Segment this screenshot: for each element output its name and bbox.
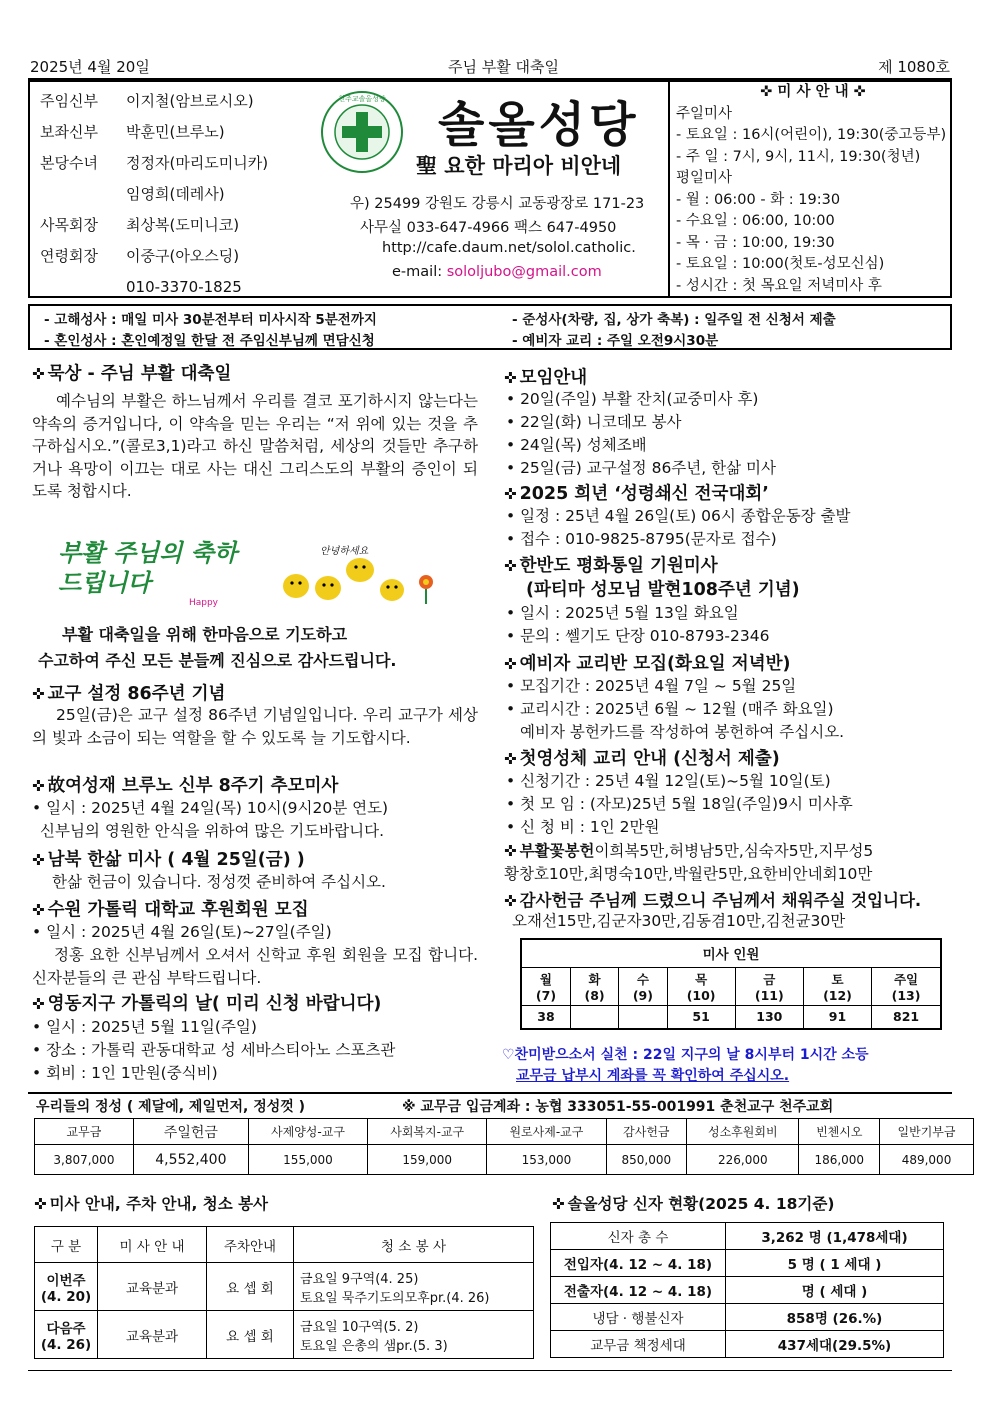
attendance-count: 821	[872, 1005, 941, 1029]
donation-header: 일반기부금	[880, 1119, 974, 1145]
member-value: 858명 (26.%)	[726, 1304, 944, 1331]
day-label: 토	[831, 971, 844, 987]
chicks-icon	[276, 552, 446, 606]
suwon-date: • 일시 : 2025년 4월 26일(토)~27일(주일)	[32, 923, 332, 941]
mass-schedule-title: ✜ 미 사 안 내 ✜	[760, 84, 866, 100]
communion-period: • 신청기간 : 25년 4월 12일(토)~5월 10일(토)	[506, 772, 831, 790]
day-label: 목	[695, 971, 708, 987]
account-notice: 교무금 납부시 계좌를 꼭 확인하여 주십시오.	[516, 1068, 790, 1084]
donation-header: 원로사제-교구	[487, 1119, 606, 1145]
cleaning-sat: 토요일 묵주기도의모후pr.(4. 26)	[300, 1290, 490, 1306]
service-parking: 요 셉 회	[207, 1263, 294, 1311]
service-cleaning	[294, 1263, 534, 1311]
suwon-title-text: 수원 가톨릭 대학교 후원회원 모집	[47, 900, 309, 920]
member-value: 3,262 명 (1,478세대)	[726, 1223, 944, 1250]
parish-seal-icon	[320, 90, 404, 174]
nk-title	[32, 846, 305, 871]
service-mass: 교육분과	[98, 1311, 207, 1359]
catechumen-class-title	[504, 650, 791, 675]
parish-name: 솔올성당	[438, 97, 640, 153]
flowers-line	[504, 840, 873, 863]
diocese-body: 25일(금)은 교구 설정 86주년 기념일입니다. 우리 교구가 세상의 빛과 소금이 되는 역할을 할 수 있도록 늘 기도합시다.	[32, 706, 478, 747]
weekday-mass-line: - 월 : 06:00 - 화 : 19:30	[676, 191, 841, 208]
flowers-title	[504, 842, 594, 860]
staff-name: 정정자(마리도미니카)	[126, 154, 269, 172]
donations-account: ※ 교무금 입금계좌 : 농협 333051-55-001991 춘천교구 천주교회	[402, 1099, 834, 1115]
meeting-item: • 22일(화) 니코데모 봉사	[506, 413, 682, 431]
marriage-info: - 혼인성사 : 혼인예정일 한달 전 주임신부님께 면담신청	[44, 333, 375, 349]
jubilee-title	[504, 480, 769, 505]
yeongdong-fee: • 회비 : 1인 1만원(중식비)	[32, 1064, 218, 1082]
confession-info: - 고해성사 : 매일 미사 30분전부터 미사시작 5분전까지	[44, 312, 377, 328]
chick-greeting: 안녕하세요	[320, 546, 369, 557]
meeting-item: • 24일(목) 성체조배	[506, 436, 647, 454]
yeongdong-title-text: 영동지구 가톨릭의 날( 미리 신청 바랍니다)	[47, 994, 382, 1014]
memorial-title	[32, 772, 338, 797]
donation-header: 빈첸시오	[799, 1119, 880, 1145]
meditation-title	[32, 360, 231, 385]
service-parking: 요 셉 회	[207, 1311, 294, 1359]
memorial-date: • 일시 : 2025년 4월 24일(목) 10시(9시20분 연도)	[32, 799, 389, 817]
attendance-day	[619, 967, 667, 1005]
donation-header: 주일헌금	[133, 1119, 248, 1145]
meetings-title-text: 모임안내	[519, 368, 588, 388]
staff-row	[40, 179, 310, 210]
communion-fee: • 신 청 비 : 1인 2만원	[506, 818, 660, 836]
parish-identity	[320, 82, 660, 296]
service-table	[34, 1226, 534, 1359]
donation-amount: 3,807,000	[35, 1145, 134, 1175]
parish-cafe-link[interactable]: http://cafe.daum.net/solol.catholic.	[382, 240, 636, 256]
diocese-title	[32, 680, 225, 705]
peace-date: • 일시 : 2025년 5월 13일 화요일	[506, 604, 739, 622]
staff-list	[40, 86, 310, 303]
staff-name: 최상복(도미니코)	[126, 216, 240, 234]
sacraments-box	[28, 304, 952, 350]
day-date: (9)	[632, 987, 653, 1003]
staff-name: 이지철(암브로시오)	[126, 92, 254, 110]
thanks-title	[504, 887, 921, 911]
donation-header: 성소후원회비	[687, 1119, 799, 1145]
staff-role: 사목회장	[40, 216, 98, 234]
donation-header: 감사헌금	[606, 1119, 687, 1145]
staff-row	[40, 148, 310, 179]
suwon-title	[32, 896, 309, 921]
service-week	[35, 1311, 98, 1359]
members-title	[552, 1192, 834, 1214]
meetings-title	[504, 364, 587, 389]
staff-role: 보좌신부	[40, 123, 98, 141]
service-header: 구 분	[35, 1227, 98, 1263]
peace-title	[504, 552, 718, 577]
donations-rule	[28, 1092, 952, 1094]
flowers-donors-2: 황창호10만,최명숙10만,박월란5만,요한비안네회10만	[504, 865, 873, 883]
service-row	[35, 1311, 534, 1359]
day-label: 주일	[893, 971, 919, 987]
nk-note: 한삶 헌금이 있습니다. 정성껏 준비하여 주십시오.	[52, 873, 386, 891]
attendance-day	[521, 967, 570, 1005]
service-title-text: 미사 안내, 주차 안내, 청소 봉사	[49, 1195, 269, 1213]
service-title	[34, 1192, 268, 1214]
cleaning-fri: 금요일 10구역(5. 2)	[300, 1319, 419, 1335]
sunday-mass-label: 주일미사	[676, 105, 733, 122]
attendance-count: 91	[803, 1005, 871, 1029]
earth-day-notice: ♡찬미받으소서 실천 : 22일 지구의 날 8시부터 1시간 소등	[502, 1047, 869, 1063]
parish-address: 우) 25499 강원도 강릉시 교동광장로 171-23	[350, 196, 645, 212]
donation-header: 교무금	[35, 1119, 134, 1145]
yeongdong-title	[32, 990, 381, 1015]
attendance-count: 130	[735, 1005, 803, 1029]
parish-email	[392, 264, 602, 280]
catechumen-note: 예비자 봉헌카드를 작성하여 봉헌하여 주십시오.	[520, 723, 845, 741]
left-column	[28, 360, 484, 1095]
right-column	[500, 360, 952, 1095]
donation-amount: 186,000	[799, 1145, 880, 1175]
donation-header: 사회복지-교구	[368, 1119, 487, 1145]
donation-amount: 489,000	[880, 1145, 974, 1175]
day-label: 월	[539, 971, 552, 987]
members-title-text: 솔올성당 신자 현황(2025 4. 18기준)	[567, 1195, 835, 1213]
suwon-body: 정홍 요한 신부님께서 오셔서 신학교 후원 회원을 모집 합니다. 신자분들의 큰 관심 부탁드립니다.	[32, 946, 478, 987]
staff-row	[40, 210, 310, 241]
mass-title-text: 미 사 안 내	[777, 84, 849, 100]
donation-amount: 153,000	[487, 1145, 606, 1175]
week-date: (4. 26)	[40, 1336, 92, 1353]
day-label: 금	[763, 971, 776, 987]
member-label: 냉담 · 행불신자	[551, 1304, 726, 1331]
diocese-title-text: 교구 설정 86주년 기념	[47, 684, 226, 704]
member-label: 신자 총 수	[551, 1223, 726, 1250]
week-date: (4. 20)	[40, 1288, 92, 1305]
donation-amount: 155,000	[248, 1145, 367, 1175]
staff-role: 본당수녀	[40, 154, 98, 172]
attendance-count	[570, 1005, 618, 1029]
communion-title-text: 첫영성체 교리 안내 (신청서 제출)	[519, 749, 780, 769]
chick-illustration	[276, 542, 446, 606]
member-value: 5 명 ( 1 세대 )	[726, 1250, 944, 1277]
staff-name: 박훈민(브루노)	[126, 123, 225, 141]
attendance-title: 미사 인원	[521, 939, 941, 967]
attendance-day	[667, 967, 735, 1005]
staff-row	[40, 117, 310, 148]
donation-header: 사제양성-교구	[248, 1119, 367, 1145]
yeongdong-date: • 일시 : 2025년 5월 11일(주일)	[32, 1018, 257, 1036]
svg-text:천주교솔올성당: 천주교솔올성당	[338, 95, 386, 103]
day-date: (10)	[686, 987, 716, 1003]
day-date: (12)	[823, 987, 852, 1003]
service-header: 주차안내	[207, 1227, 294, 1263]
footer-rule	[28, 1370, 952, 1371]
attendance-table	[520, 938, 942, 1030]
jubilee-contact: • 접수 : 010-9825-8795(문자로 접수)	[506, 530, 777, 548]
week-label: 이번주	[46, 1272, 86, 1289]
donations-table	[34, 1118, 974, 1175]
nk-title-text: 남북 한삶 미사 ( 4월 25일(금) )	[47, 850, 305, 870]
day-date: (13)	[891, 987, 921, 1003]
day-date: (8)	[584, 987, 605, 1003]
yeongdong-place: • 장소 : 가톨릭 관동대학교 성 세바스티아노 스포츠관	[32, 1041, 396, 1059]
greeting-line-2: 수고하여 주신 모든 분들께 진심으로 감사드립니다.	[38, 651, 397, 670]
easter-banner	[58, 538, 238, 606]
service-cleaning	[294, 1311, 534, 1359]
email-link[interactable]: sololjubo@gmail.com	[446, 264, 602, 280]
blessing-info: - 준성사(차량, 집, 상가 축복) : 일주일 전 신청서 제출	[512, 312, 836, 328]
masthead-box	[28, 80, 952, 298]
staff-row	[40, 86, 310, 117]
attendance-count	[619, 1005, 667, 1029]
donations-title: 우리들의 정성 ( 제달에, 제일먼저, 정성껏 )	[36, 1099, 306, 1115]
easter-banner-sub: Happy	[188, 598, 218, 608]
flowers-donors-1: 이희복5만,허병남5만,심숙자5만,지무성5	[594, 842, 874, 860]
staff-name: 임영희(데레사)	[126, 185, 225, 203]
week-label: 다음주	[46, 1320, 86, 1337]
meditation-title-text: 묵상 - 주님 부활 대축일	[47, 364, 232, 384]
greeting-line-1: 부활 대축일을 위해 한마음으로 기도하고	[62, 625, 348, 644]
sunday-mass-line: - 토요일 : 16시(어린이), 19:30(중고등부)	[676, 127, 947, 143]
parish-phone: 사무실 033-647-4966 팩스 647-4950	[360, 220, 617, 236]
weekday-mass-label: 평일미사	[676, 170, 733, 186]
donation-amount: 159,000	[368, 1145, 487, 1175]
weekday-mass-line: - 토요일 : 10:00(첫토-성모신심)	[676, 256, 885, 272]
flowers-title-text: 부활꽃봉헌	[519, 842, 595, 860]
member-label: 전입자(4. 12 ~ 4. 18)	[551, 1250, 726, 1277]
feast-title: 주님 부활 대축일	[448, 58, 559, 76]
bulletin-header	[30, 56, 950, 78]
attendance-day	[570, 967, 618, 1005]
member-label: 교무금 책정세대	[551, 1331, 726, 1358]
catechumen-class-title-text: 예비자 교리반 모집(화요일 저녁반)	[519, 654, 791, 674]
memorial-title-text: 故여성재 브루노 신부 8주기 추모미사	[47, 776, 339, 796]
attendance-day	[872, 967, 941, 1005]
catechumen-time: • 교리시간 : 2025년 6월 ~ 12월 (매주 화요일)	[506, 700, 834, 718]
peace-subtitle: (파티마 성모님 발현108주년 기념)	[526, 580, 800, 600]
attendance-day	[803, 967, 871, 1005]
peace-contact: • 문의 : 쎌기도 단장 010-8793-2346	[506, 627, 770, 645]
email-label: e-mail:	[392, 264, 443, 280]
member-value: 437세대(29.5%)	[726, 1331, 944, 1358]
catechumen-period: • 모집기간 : 2025년 4월 7일 ~ 5월 25일	[506, 677, 797, 695]
issue-date: 2025년 4월 20일	[30, 58, 150, 76]
easter-banner-text: 부활 주님의 축하드립니다	[58, 539, 237, 597]
communion-meeting: • 첫 모 임 : (자모)25년 5월 18일(주일)9시 미사후	[506, 795, 853, 813]
thanks-donors: 오재선15만,김군자30만,김동겸10만,김천균30만	[512, 912, 846, 930]
meeting-item: • 25일(금) 교구설정 86주년, 한삶 미사	[506, 459, 776, 477]
service-mass: 교육분과	[98, 1263, 207, 1311]
issue-number: 제 1080호	[878, 58, 950, 76]
service-week	[35, 1263, 98, 1311]
staff-row	[40, 241, 310, 272]
members-table	[550, 1222, 944, 1358]
staff-role: 연령회장	[40, 247, 98, 265]
donation-amount: 226,000	[687, 1145, 799, 1175]
staff-row	[40, 272, 310, 303]
jubilee-schedule: • 일정 : 25년 4월 26일(토) 06시 종합운동장 출발	[506, 507, 851, 525]
service-row	[35, 1263, 534, 1311]
attendance-day	[735, 967, 803, 1005]
donation-amount: 4,552,400	[133, 1145, 248, 1175]
staff-role: 주임신부	[40, 92, 98, 110]
weekday-mass-line: - 성시간 : 첫 목요일 저녁미사 후	[676, 277, 882, 294]
jubilee-title-text: 2025 희년 ‘성령쇄신 전국대회’	[519, 484, 769, 504]
attendance-count: 38	[521, 1005, 570, 1029]
attendance-count: 51	[667, 1005, 735, 1029]
memorial-note: 신부님의 영원한 안식을 위하여 많은 기도바랍니다.	[40, 822, 384, 840]
staff-name: 이중구(아오스딩)	[126, 247, 240, 265]
sunday-mass-line: - 주 일 : 7시, 9시, 11시, 19:30(청년)	[676, 148, 921, 165]
service-header: 미 사 안 내	[98, 1227, 207, 1263]
service-header: 청 소 봉 사	[294, 1227, 534, 1263]
catechumen-info: - 예비자 교리 : 주일 오전9시30분	[512, 333, 719, 349]
meeting-item: • 20일(주일) 부활 잔치(교중미사 후)	[506, 390, 759, 408]
cleaning-fri: 금요일 9구역(4. 25)	[300, 1271, 419, 1287]
member-value: 명 ( 세대 )	[726, 1277, 944, 1304]
day-date: (11)	[754, 987, 784, 1003]
meditation-body: 예수님의 부활은 하느님께서 우리를 결코 포기하시지 않는다는 약속의 증거입니다, 이 약속을 믿는 우리는 “저 위에 있는 것을 추구하십시오.”(콜로3,1)라고 하신 말씀처럼, 세상의 것들만 추구하거나 욕망이 이끄는 대로 사는 대신 그리스도의 부활의 증인이 되도록 청합시다.	[32, 392, 478, 500]
staff-name: 010-3370-1825	[126, 278, 242, 296]
cleaning-sat: 토요일 은총의 샘pr.(5. 3)	[300, 1338, 448, 1354]
day-label: 화	[588, 971, 601, 987]
parish-subtitle: 聖 요한 마리아 비안네	[416, 154, 622, 178]
thanks-title-text: 감사헌금 주님께 드렸으니 주님께서 채워주실 것입니다.	[519, 891, 922, 910]
communion-title	[504, 745, 780, 770]
member-label: 전출자(4. 12 ~ 4. 18)	[551, 1277, 726, 1304]
weekday-mass-line: - 목 · 금 : 10:00, 19:30	[676, 234, 835, 251]
weekday-mass-line: - 수요일 : 06:00, 10:00	[676, 213, 835, 229]
peace-title-text: 한반도 평화통일 기원미사	[519, 556, 718, 576]
donation-amount: 850,000	[606, 1145, 687, 1175]
mass-schedule	[668, 82, 950, 296]
day-date: (7)	[535, 987, 557, 1003]
day-label: 수	[636, 971, 649, 987]
